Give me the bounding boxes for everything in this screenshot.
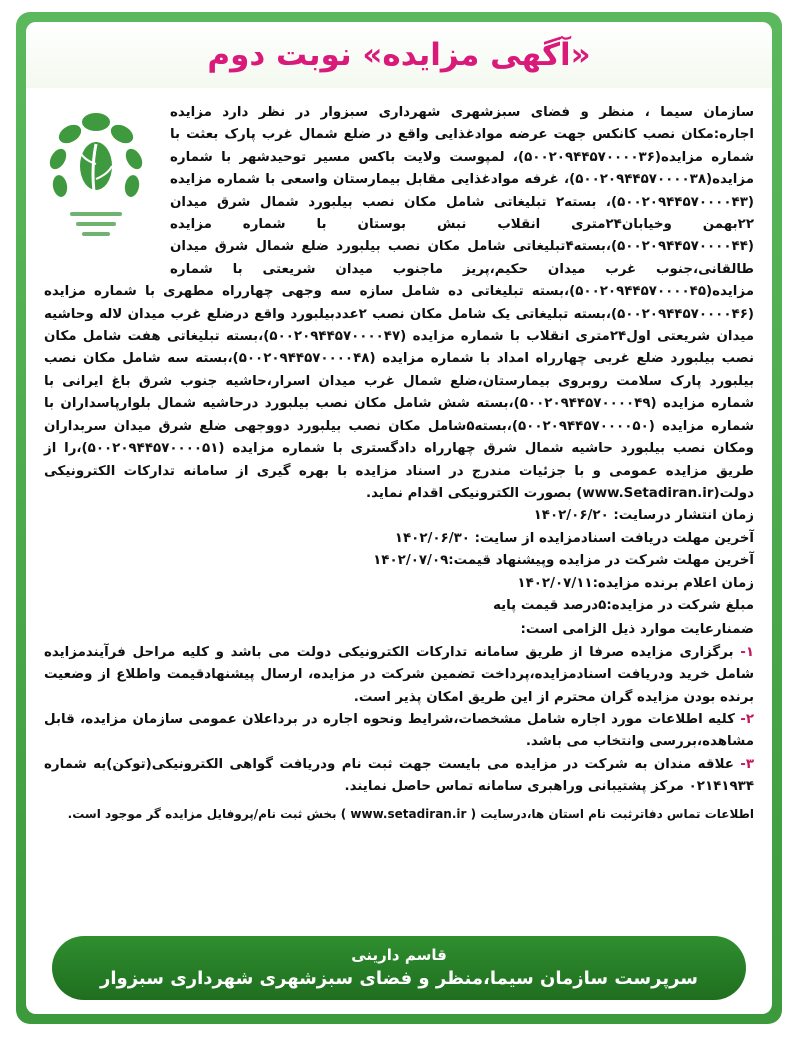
condition-item <box>44 642 754 709</box>
condition-number: ۱- <box>740 644 754 660</box>
green-border-frame <box>16 12 782 1024</box>
condition-text: علاقه مندان به شرکت در مزایده می بایست جهت ثبت نام ودریافت گواهی الکترونیکی(توکن)به شماره ۰۲۱۴۱۹۳۴ مرکز پشتیبانی وراهبری سامانه تماس حاصل نمایند. <box>44 756 754 795</box>
condition-number: ۳- <box>740 756 754 772</box>
winner-announcement-line: زمان اعلام برنده مزایده:۱۴۰۲/۰۷/۱۱ <box>517 575 754 591</box>
signatory-role: سرپرست سازمان سیما،منظر و فضای سبزشهری شهرداری سبزوار <box>99 968 698 989</box>
participation-fee-line: مبلغ شرکت در مزایده:۵درصد قیمت پایه <box>493 597 754 613</box>
condition-text: کلیه اطلاعات مورد اجاره شامل مشخصات،شرایط ونحوه اجاره در برداعلان عمومی سازمان مزایده، قابل مشاهده،بررسی وانتخاب می باشد. <box>44 711 754 750</box>
notice-title: «آگهی مزایده» نوبت دوم <box>207 37 591 73</box>
condition-text: برگزاری مزایده صرفا از طریق سامانه تدارکات الکترونیکی دولت می باشد و کلیه مراحل فرآیندمزایده شامل خرید ودریافت اسنادمزایده،پرداخت تضمین شرکت در مزایده، ارسال پیشنهادقیمت واطلاع از وضعیت برنده بودن مزایده گران محترم از این طریق امکان پذیر است. <box>44 644 754 705</box>
document-deadline-line: آخرین مهلت دریافت اسنادمزایده از سایت: ۱۴۰۲/۰۶/۳۰ <box>394 530 754 546</box>
notice-body <box>26 22 772 1014</box>
signature-banner <box>52 936 746 1000</box>
condition-item <box>44 709 754 754</box>
notice-header <box>26 22 772 88</box>
notice-text-block <box>44 102 754 825</box>
bid-deadline-line: آخرین مهلت شرکت در مزایده وپیشنهاد قیمت:۱۴۰۲/۰۷/۰۹ <box>373 553 754 569</box>
condition-number: ۲- <box>740 711 754 727</box>
main-paragraph: سازمان سیما ، منظر و فضای سبزشهری شهرداری سبزوار در نظر دارد مزایده اجاره:مکان نصب کانکس جهت عرضه موادغذایی واقع در ضلع شمال غرب پارک بعثت با شماره مزایده(۵۰۰۲۰۹۴۴۵۷۰۰۰۰۳۶)، لمپوست ولایت باکس مسیر توحیدشهر با شماره مزایده(۵۰۰۲۰۹۴۴۵۷۰۰۰۰۳۸)، غرفه موادغذایی مقابل بیمارستان واسعی با شماره مزایده (۵۰۰۲۰۹۴۴۵۷۰۰۰۰۴۳)، بسته۲ تبلیغاتی شامل مکان نصب بیلبورد شمال شرق میدان ۲۲بهمن وخیابان۲۴متری انقلاب نبش بوستان با شماره مزایده (۵۰۰۲۰۹۴۴۵۷۰۰۰۰۴۴)،بسته۴تبلیغاتی شامل مکان نصب بیلبورد ضلع شمال شرق میدان طالقانی،جنوب غرب میدان حکیم،پریز ماجنوب میدان شریعتی با شماره مزایده(۵۰۰۲۰۹۴۴۵۷۰۰۰۰۴۵)،بسته تبلیغاتی ده شامل سازه سه وجهی چهارراه مطهری با شماره مزایده (۵۰۰۲۰۹۴۴۵۷۰۰۰۰۴۶)،بسته تبلیغاتی یک شامل مکان نصب ۲عددبیلبورد واقع درضلع غرب میدان لاله وحاشیه میدان شریعتی اول۲۴متری انقلاب با شماره مزایده (۵۰۰۲۰۹۴۴۵۷۰۰۰۰۴۷)،بسته تبلیغاتی هفت شامل مکان نصب بیلبورد ضلع غربی چهارراه امداد با شماره مزایده (۵۰۰۲۰۹۴۴۵۷۰۰۰۰۴۸)،بسته سه شامل مکان نصب بیلبورد پارک سلامت روبروی بیمارستان،ضلع شمال غرب میدان اسرار،حاشیه جنوب شرق باغ ایرانی با شماره مزایده (۵۰۰۲۰۹۴۴۵۷۰۰۰۰۴۹)،بسته شش شامل مکان نصب بیلبورد درحاشیه شمال بلوارپاسداران با شماره مزایده (۵۰۰۲۰۹۴۴۵۷۰۰۰۰۵۰)،بسته۵شامل مکان نصب بیلبورد دووجهی ضلع شرق میدان سربداران ومکان نصب بیلبورد حاشیه شمال شرق چهارراه دادگستری با شماره مزایده (۵۰۰۲۰۹۴۴۵۷۰۰۰۰۵۱)،را از طریق مزایده عمومی و با جزئیات مندرج در اسناد مزایده با بهره گیری از سامانه تدارکات الکترونیکی دولت(www.Setadiran.ir) بصورت الکترونیکی اقدام نماید. <box>44 105 755 501</box>
conditions-title: ضمنارعایت موارد ذیل الزامی است: <box>520 622 754 638</box>
publish-date-line: زمان انتشار درسایت: ۱۴۰۲/۰۶/۲۰ <box>533 508 754 524</box>
signatory-name: قاسم دارینی <box>351 946 447 964</box>
contact-info-line: اطلاعات تماس دفاترثبت نام استان ها،درسایت ( www.setadiran.ir ) بخش ثبت نام/پروفایل مزایده گر موجود است. <box>67 806 754 821</box>
condition-item <box>44 754 754 799</box>
